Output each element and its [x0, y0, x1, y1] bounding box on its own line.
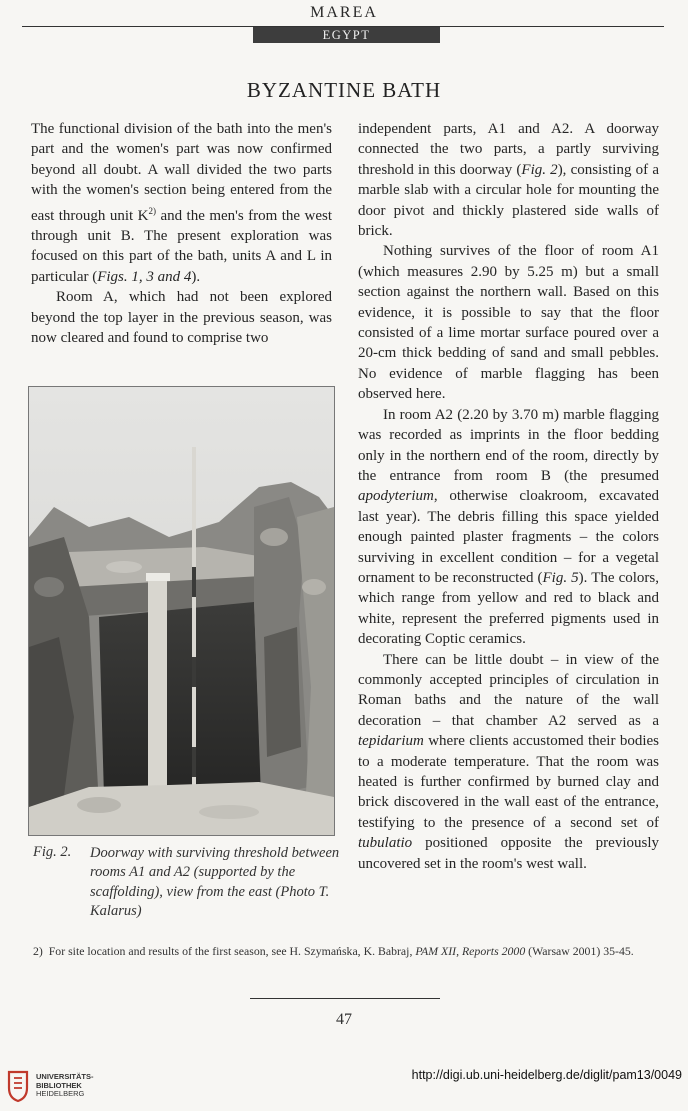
- right-column: [358, 119, 659, 874]
- section-bar: EGYPT: [253, 27, 440, 43]
- footnote-number: 2): [33, 944, 43, 958]
- doorway-photo-image: [29, 387, 334, 835]
- paragraph: The functional division of the bath into the men's part and the women's part was now confirmed beyond all doubt. A wall divided the two parts with the women's section being entered from the east through unit $K^{2)}$ and the men's from the west through unit B. The present exploration was focused on this part of the bath, units A and L in particular (Figs. 1, 3 and 4).: [31, 121, 333, 285]
- library-logo-icon: [6, 1069, 30, 1103]
- paragraph: Room A, which had not been explored beyond the top layer in the previous season, was now cleared and found to comprise two: [31, 289, 332, 347]
- footnote: 2) For site location and results of the first season, see H. Szymańska, K. Babraj, PAM XII, Reports 2000 (Warsaw 2001) 35-45.: [33, 944, 634, 958]
- paragraph: In room A2 (2.20 by 3.70 m) marble flagging was recorded as imprints in the floor bedding only in the northern end of the room, directly by the entrance from room B (the presumed apodyterium, otherwise cloakroom, excavated last year). The debris filling this space yielded enough painted plaster fragments – the colors surviving in excellent condition – for a vegetal ornament to be reconstructed (Fig. 5). The colors, which range from yellow and red to black and white, represent the preferred pigments used in decorating Coptic ceramics.: [358, 406, 659, 648]
- footnote-reference: PAM XII, Reports 2000: [415, 944, 526, 958]
- paragraph: Nothing survives of the floor of room A1 (which measures 2.90 by 5.25 m) but a small section against the northern wall. Based on this evidence, it is possible to say that the floor consisted of a lime mortar surface poured over a 20-cm thick bedding of sand and small pebbles. No evidence of marble flagging has been observed here.: [358, 243, 659, 403]
- article-title: BYZANTINE BATH: [246, 78, 442, 102]
- running-title: MAREA: [310, 4, 378, 21]
- figure-caption: Doorway with surviving threshold between rooms A1 and A2 (supported by the scaffolding), view from the east (Photo T. Kalarus): [90, 845, 340, 920]
- term: apodyterium: [358, 488, 434, 505]
- figure-reference: Figs. 1, 3 and 4: [97, 268, 192, 285]
- left-column: [31, 119, 332, 348]
- footnote-marker: 2): [148, 205, 156, 216]
- bottom-rule: [250, 998, 440, 999]
- term: tepidarium: [358, 733, 424, 750]
- page-number: 47: [336, 1011, 352, 1028]
- figure-photo: [28, 386, 335, 836]
- figure-label: Fig. 2.: [33, 844, 72, 860]
- figure-reference: Fig. 5: [542, 569, 579, 586]
- paragraph: independent parts, A1 and A2. A doorway connected the two parts, a partly surviving threshold in this doorway (Fig. 2), consisting of a marble slab with a circular hole for mounting the door pivot and thickly plastered side walls of brick.: [358, 121, 659, 240]
- source-url-link[interactable]: http://digi.ub.uni-heidelberg.de/diglit/pam13/0049: [411, 1068, 682, 1082]
- figure-reference: Fig. 2: [521, 161, 558, 178]
- paragraph: There can be little doubt – in view of the commonly accepted principles of circulation in Roman baths and the nature of the wall decoration – that chamber A2 served as a tepidarium where clients accustomed their bodies to a moderate temperature. That the room was heated is further confirmed by burned clay and brick discovered in the wall east of the entrance, testifying to the presence of a second set of tubulatio positioned opposite the previously uncovered set in the room's west wall.: [358, 651, 659, 872]
- term: tubulatio: [358, 835, 413, 852]
- library-name: UNIVERSITÄTS- BIBLIOTHEK HEIDELBERG: [36, 1072, 94, 1099]
